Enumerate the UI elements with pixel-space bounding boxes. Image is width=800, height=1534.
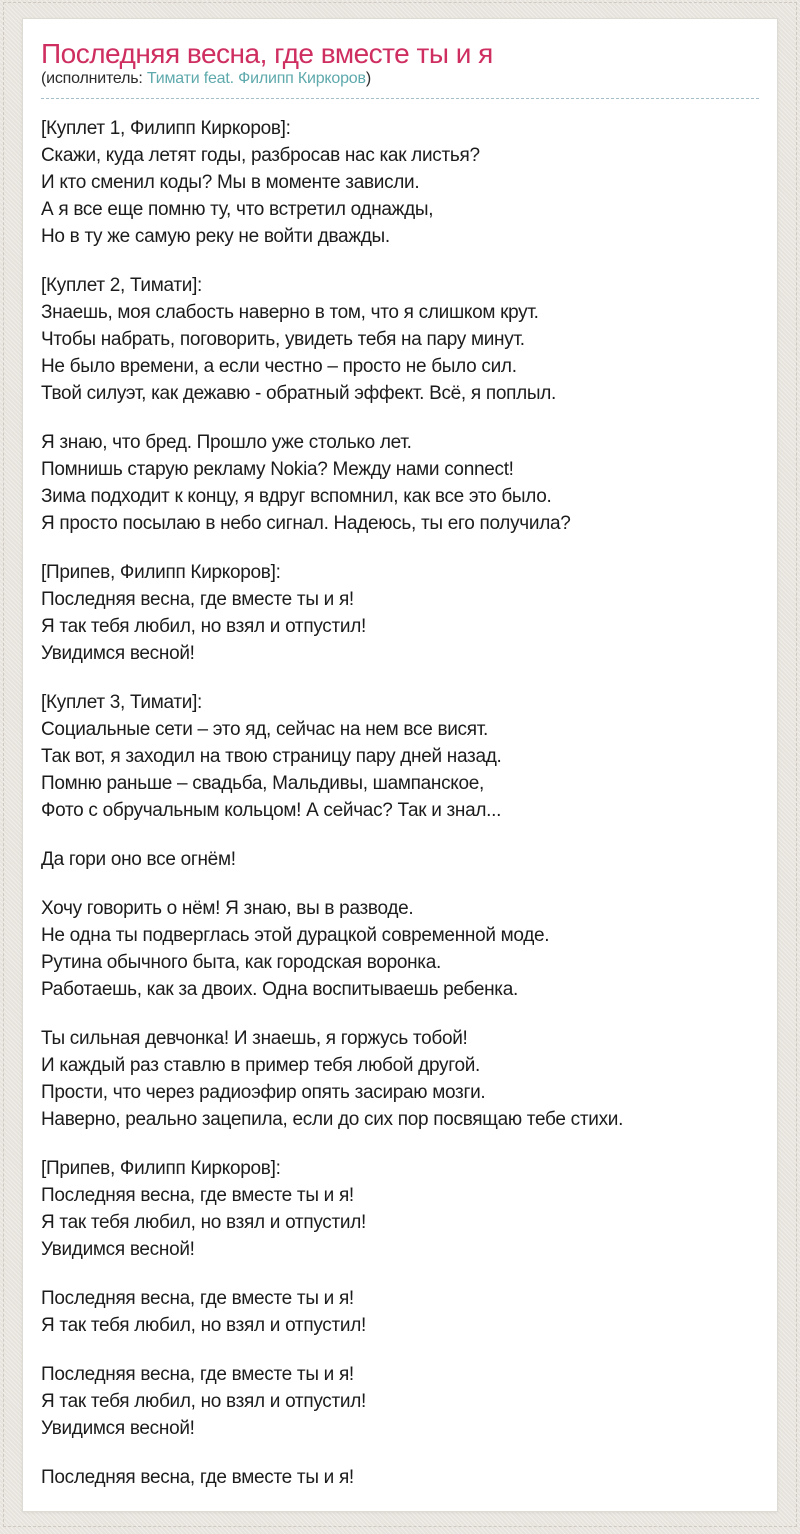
lyrics-text [41, 115, 759, 1491]
lyric-line: Увидимся весной! [41, 1418, 195, 1439]
lyric-line: А я все еще помню ту, что встретил однажды, [41, 199, 434, 220]
lyric-line: [Припев, Филипп Киркоров]: [41, 562, 281, 583]
lyric-line: [Куплет 3, Тимати]: [41, 692, 203, 713]
lyric-line: Но в ту же самую реку не войти дважды. [41, 226, 390, 247]
lyric-line: [Припев, Филипп Киркоров]: [41, 1158, 281, 1179]
lyric-line: Последняя весна, где вместе ты и я! [41, 1364, 354, 1385]
lyrics-stanza [41, 272, 759, 407]
lyric-line: Я знаю, что бред. Прошло уже столько лет. [41, 432, 412, 453]
lyric-line: Последняя весна, где вместе ты и я! [41, 1288, 354, 1309]
lyric-line: Последняя весна, где вместе ты и я! [41, 1467, 354, 1488]
lyric-line: Так вот, я заходил на твою страницу пару дней назад. [41, 746, 502, 767]
lyric-line: Социальные сети – это яд, сейчас на нем все висят. [41, 719, 489, 740]
lyrics-stanza [41, 1025, 759, 1133]
song-title: Последняя весна, где вместе ты и я [41, 38, 493, 69]
lyrics-stanza [41, 846, 759, 873]
lyrics-stanza [41, 895, 759, 1003]
lyric-line: Прости, что через радиоэфир опять засираю мозги. [41, 1082, 486, 1103]
lyric-line: Я так тебя любил, но взял и отпустил! [41, 1315, 366, 1336]
lyric-line: Наверно, реально зацепила, если до сих пор посвящаю тебе стихи. [41, 1109, 624, 1130]
lyric-line: Я так тебя любил, но взял и отпустил! [41, 1212, 366, 1233]
lyric-line: И каждый раз ставлю в пример тебя любой другой. [41, 1055, 480, 1076]
lyric-line: Увидимся весной! [41, 643, 195, 664]
lyric-line: Не было времени, а если честно – просто не было сил. [41, 356, 517, 377]
lyric-line: [Куплет 1, Филипп Киркоров]: [41, 118, 291, 139]
lyrics-card [22, 18, 778, 1512]
lyric-line: Увидимся весной! [41, 1239, 195, 1260]
lyric-line: Работаешь, как за двоих. Одна воспитываешь ребенка. [41, 979, 518, 1000]
lyrics-stanza [41, 429, 759, 537]
lyric-line: Твой силуэт, как дежавю - обратный эффект. Всё, я поплыл. [41, 383, 556, 404]
lyrics-stanza [41, 689, 759, 824]
lyric-line: Ты сильная девчонка! И знаешь, я горжусь тобой! [41, 1028, 468, 1049]
lyric-line: Скажи, куда летят годы, разбросав нас как листья? [41, 145, 480, 166]
lyrics-stanza [41, 1155, 759, 1263]
lyric-line: Помню раньше – свадьба, Мальдивы, шампанское, [41, 773, 485, 794]
song-header [41, 39, 759, 99]
lyric-line: Последняя весна, где вместе ты и я! [41, 589, 354, 610]
lyric-line: Я так тебя любил, но взял и отпустил! [41, 1391, 366, 1412]
lyric-line: Рутина обычного быта, как городская воронка. [41, 952, 441, 973]
lyric-line: Фото с обручальным кольцом! А сейчас? Так и знал... [41, 800, 502, 821]
artist-link[interactable]: Тимати feat. Филипп Киркоров [146, 70, 366, 87]
lyrics-stanza [41, 1285, 759, 1339]
artist-label: (исполнитель: [41, 70, 147, 87]
artist-line [41, 69, 759, 89]
lyric-line: Я просто посылаю в небо сигнал. Надеюсь, ты его получила? [41, 513, 571, 534]
lyric-line: Знаешь, моя слабость наверно в том, что я слишком крут. [41, 302, 539, 323]
lyric-line: Не одна ты подверглась этой дурацкой современной моде. [41, 925, 550, 946]
lyrics-stanza [41, 115, 759, 250]
lyric-line: [Куплет 2, Тимати]: [41, 275, 203, 296]
lyrics-stanza [41, 1361, 759, 1442]
lyric-line: Зима подходит к концу, я вдруг вспомнил, как все это было. [41, 486, 552, 507]
artist-suffix: ) [365, 70, 371, 87]
lyric-line: Помнишь старую рекламу Nokia? Между нами connect! [41, 459, 514, 480]
lyric-line: Да гори оно все огнём! [41, 849, 236, 870]
lyric-line: Последняя весна, где вместе ты и я! [41, 1185, 354, 1206]
lyrics-stanza [41, 559, 759, 667]
lyrics-stanza [41, 1464, 759, 1491]
lyric-line: Чтобы набрать, поговорить, увидеть тебя на пару минут. [41, 329, 525, 350]
lyric-line: И кто сменил коды? Мы в моменте зависли. [41, 172, 420, 193]
lyric-line: Хочу говорить о нём! Я знаю, вы в разводе. [41, 898, 414, 919]
lyric-line: Я так тебя любил, но взял и отпустил! [41, 616, 366, 637]
